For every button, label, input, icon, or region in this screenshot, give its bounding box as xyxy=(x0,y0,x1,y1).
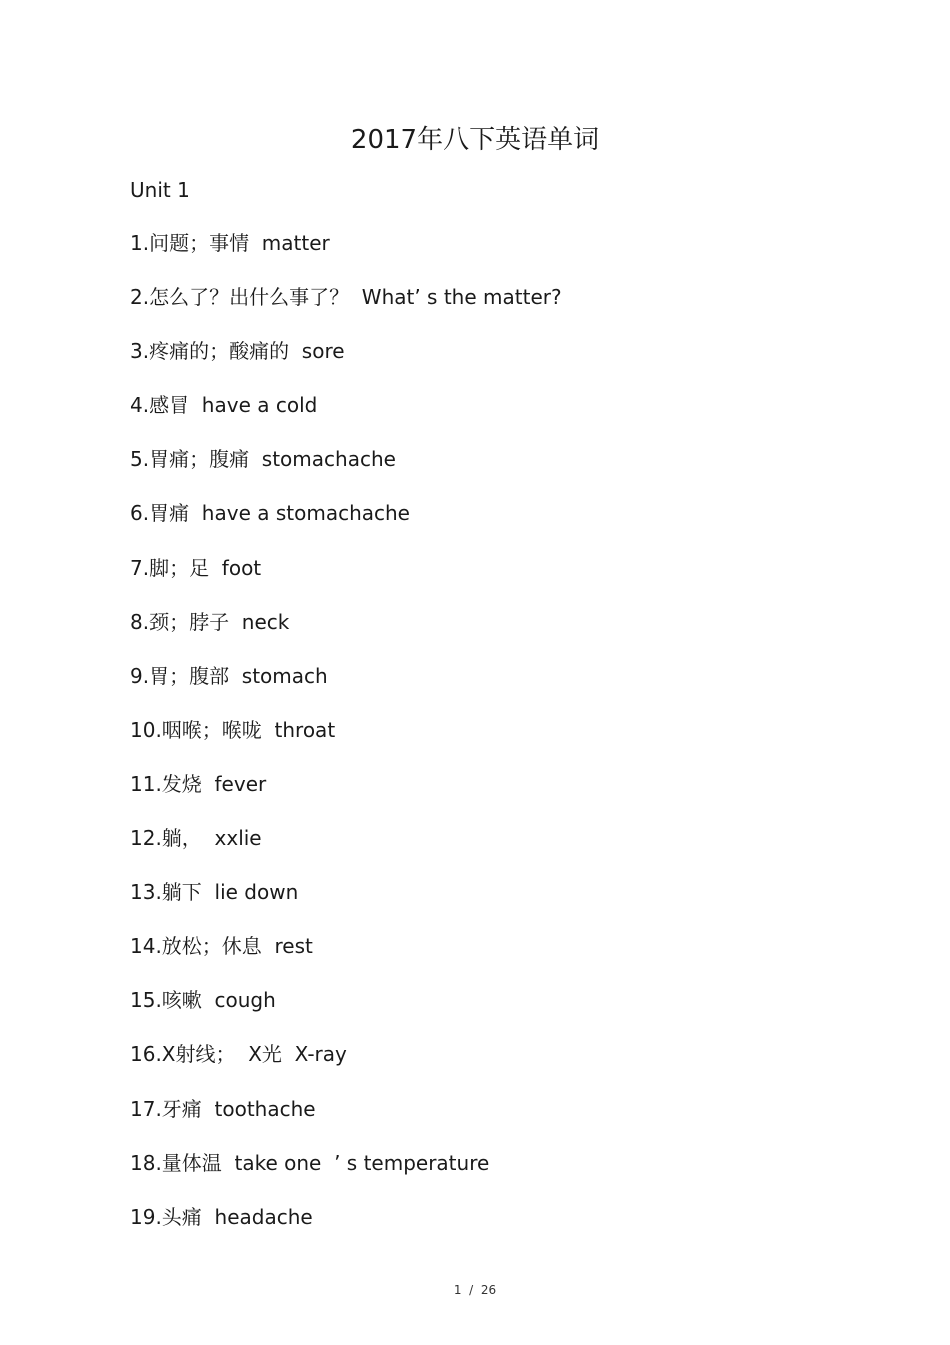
document-title: 2017年八下英语单词 xyxy=(350,125,600,155)
vocab-entry: 4.感冒 have a cold xyxy=(130,393,318,418)
vocab-entry: 10.咽喉；喉咙 throat xyxy=(130,717,336,742)
vocab-entry: 13.躺下 lie down xyxy=(130,880,299,905)
vocab-entry: 19.头痛 headache xyxy=(130,1204,313,1229)
vocab-entry: 2.怎么了？出什么事了？ What’ s the matter? xyxy=(130,285,562,310)
vocab-entry: 12.躺， xxlie xyxy=(130,826,262,851)
page-number: 1 / 26 xyxy=(453,1283,497,1297)
vocab-entry: 16.X射线； X光 X-ray xyxy=(130,1042,347,1067)
vocab-entry: 5.胃痛；腹痛 stomachache xyxy=(130,447,396,472)
vocab-entry: 6.胃痛 have a stomachache xyxy=(130,501,410,526)
vocab-entry: 1.问题；事情 matter xyxy=(130,231,330,255)
vocab-entry: 11.发烧 fever xyxy=(130,771,267,796)
vocab-entry: 18.量体温 take one ’ s temperature xyxy=(130,1150,490,1175)
vocab-entry: 9.胃；腹部 stomach xyxy=(130,663,328,688)
vocab-entry: 15.咳嗽 cough xyxy=(130,988,276,1013)
vocab-entry: 7.脚；足 foot xyxy=(130,555,262,580)
vocab-entry: 14.放松；休息 rest xyxy=(130,934,313,959)
vocab-entry: 8.颈；脖子 neck xyxy=(130,609,290,634)
vocabulary-list xyxy=(130,229,562,1257)
unit-heading: Unit 1 xyxy=(130,178,190,202)
vocab-entry: 3.疼痛的；酸痛的 sore xyxy=(130,339,345,364)
vocab-entry: 17.牙痛 toothache xyxy=(130,1096,316,1121)
